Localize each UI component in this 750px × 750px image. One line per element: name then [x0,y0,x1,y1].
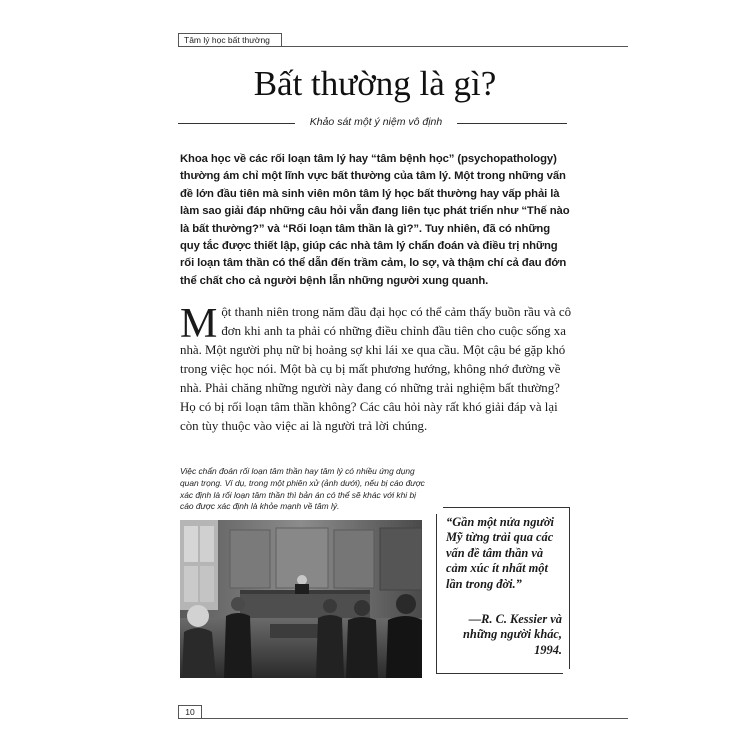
photo-caption: Việc chẩn đoán rối loạn tâm thần hay tâm lý có nhiều ứng dụng quan trọng. Ví dụ, trong một phiên xử (ảnh dưới), nếu bị cáo được xác định là rối loạn tâm thần thì bản án có thể sẽ khác với khi bị cáo được xác định là khỏe mạnh về tâm lý. [180,466,425,512]
quote-box-corner [563,669,575,681]
body-paragraph [180,303,572,436]
subtitle-rule-left [178,123,295,124]
page-title: Bất thường là gì? [253,64,497,103]
running-head: Tâm lý học bất thường [178,33,282,46]
drop-cap: M [180,301,218,347]
intro-paragraph: Khoa học về các rối loạn tâm lý hay “tâm bệnh học” (psychopathology) thường ám chỉ một lĩnh vực bất thường của tâm lý. Một trong những vấn đề lớn đầu tiên mà sinh viên môn tâm lý học bất thường hay vấp phải là làm sao giải đáp những câu hỏi vẫn đang liên tục phát triển như “Thế nào là bất thường?” và “Rối loạn tâm thần là gì?”. Tuy nhiên, đã có những quy tắc được thiết lập, giúp các nhà tâm lý chẩn đoán và điều trị những rối loạn tâm thần có thể dẫn đến trầm cảm, lo sợ, và thậm chí cả đau đớn thể chất cho cả người bệnh lẫn những người xung quanh. [180,153,570,287]
courtroom-photo [180,520,422,678]
footer-rule [178,718,628,719]
running-head-rule [178,46,628,47]
subtitle: Khảo sát một ý niệm vô định [309,116,443,128]
pull-quote: “Gần một nửa người Mỹ từng trải qua các vấn đề tâm thần và cảm xúc ít nhất một lần trong đời.” [446,515,554,591]
quote-box-corner [431,502,443,514]
page-number: 10 [178,705,202,718]
subtitle-rule-right [457,123,567,124]
quote-attribution: —R. C. Kessier và những người khác, 1994. [463,612,562,657]
body-paragraph-text: ột thanh niên trong năm đầu đại học có thể cảm thấy buồn rầu và cô đơn khi anh ta phải có những điều chỉnh đầu tiên cho cuộc sống xa nhà. Một người phụ nữ bị hoảng sợ khi lái xe qua cầu. Một cậu bé gặp khó trong việc học nói. Một bà cụ bị mất phương hướng, không nhớ đường về nhà. Phải chăng những người này đang có những trải nghiệm bất thường? Họ có bị rối loạn tâm thần không? Các câu hỏi này rất khó giải đáp và lại còn tùy thuộc vào việc ai là người trả lời chúng. [180,305,572,433]
courtroom-illustration [180,520,422,678]
